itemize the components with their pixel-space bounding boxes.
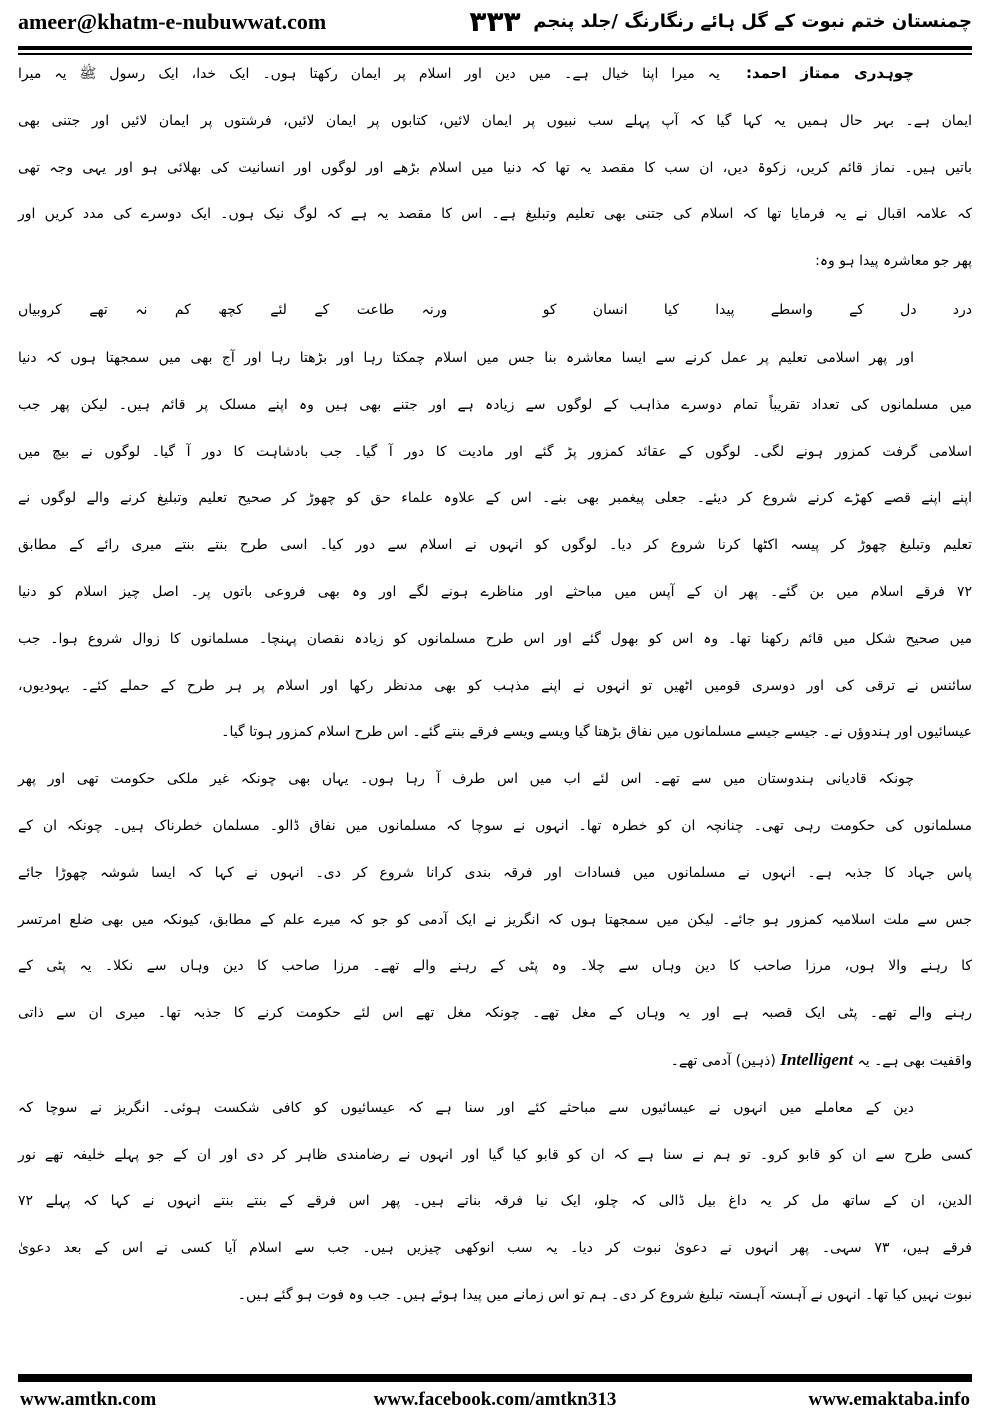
- text-line: الدین، ان کے ساتھ مل کر یہ داغ بیل ڈالی کہ چلو، ایک نیا فرقہ بناتے ہیں۔ پھر اس فرقے کے بنتے بنتے انہوں نے کہا کہ پہلے ۷۲: [18, 1193, 972, 1210]
- poem-second-hemistich: ورنہ طاعت کے لئے کچھ کم نہ تھے کروبیاں: [18, 301, 448, 318]
- text-line: پاس جہاد کا جذبہ ہے۔ انہوں نے مسلمانوں میں فسادات اور فرقہ بندی کرانا شروع کر دی۔ انہوں نے کہا کہ ایسا شوشہ چھوڑا جائے: [18, 864, 972, 881]
- page-body: [18, 50, 972, 1319]
- text-line: اسلامی گرفت کمزور ہونے لگی۔ لوگوں کے عقائد کمزور پڑ گئے اور مادیت کا دور آ گیا۔ جب بادشاہت کا دور آ گیا۔ لوگوں نے بیچ میں: [18, 443, 972, 460]
- text-line: ۷۲ فرقے اسلام میں بن گئے۔ پھر ان کے آپس میں مباحثے اور مناظرے ہونے لگے اور وہ بھی فروعی باتوں پر۔ اصل چیز اسلام کو دنیا: [18, 583, 972, 600]
- text-line: رہنے والے تھے۔ پٹی ایک قصبہ ہے اور یہ وہاں کے مغل تھے۔ چونکہ مغل تھے اس لئے حکومت کرنے کا جذبہ تھا۔ میری ان سے ذاتی: [18, 1005, 972, 1022]
- text-line: کسی طرح سے ان کو قابو کرو۔ تو ہم نے سنا ہے کہ ان کو قابو کیا گیا اور انہوں نے رضامندی ظاہر کر دی اور ان کے جو پہلے خلیفہ تھے نور: [18, 1146, 972, 1163]
- speaker-name: چوہدری ممتاز احمد:: [745, 64, 914, 82]
- text-line: [18, 1037, 972, 1085]
- text-line: [18, 50, 972, 98]
- text-line: پھر جو معاشرہ پیدا ہو وہ:: [815, 253, 972, 270]
- text-line: میں مسلمانوں کی تعداد تقریباً تمام دوسرے مذاہب کے لوگوں سے زیادہ ہے اور جتنے بھی ہیں وہ اپنے مسلک پر قائم ہیں۔ لیکن پھر جب: [18, 396, 972, 413]
- text-line: اور پھر اسلامی تعلیم پر عمل کرنے سے ایسا معاشرہ بنا جس میں اسلام چمکتا رہا اور بڑھتا رہا اور آج بھی میں سمجھتا ہوں کہ دنیا: [18, 349, 914, 366]
- text-line: تعلیم وتبلیغ چھوڑ کر پیسہ اکٹھا کرنا شروع کر دیا۔ لوگوں کو انہوں نے اسلام سے دور کیا۔ اسی طرح بنتے بنتے میری رائے کے مطابق: [18, 537, 972, 554]
- text-line: مسلمانوں کی حکومت رہی تھی۔ چنانچہ ان کو خطرہ تھا۔ انہوں نے سوچا کہ مسلمانوں میں نفاق ڈالو۔ مسلمان خطرناک ہیں۔ چونکہ ان کے: [18, 817, 972, 834]
- footer-link-emaktaba[interactable]: www.emaktaba.info: [808, 1389, 970, 1410]
- text-line: سائنس نے ترقی کی اور دوسری قومیں اٹھیں تو انہوں نے اپنے مذہب کو بھی مدنظر رکھا اور اسلام پر ہر طرح کے حملے کئے۔ یہودیوں،: [18, 677, 972, 694]
- text-line: میں صحیح شکل میں قائم رکھنا تھا۔ وہ اس کو بھول گئے اور اس طرح مسلمانوں کو زیادہ نقصان پہنچا۔ مسلمانوں کا زوال شروع ہوا۔ جب: [18, 630, 972, 647]
- text-line: باتیں ہیں۔ نماز قائم کریں، زکوۃ دیں، ان سب کا مقصد یہ تھا کہ دنیا میں اسلام بڑھے اور لوگوں اور انسانیت کی بھلائی ہو اور یہی وجہ تھی: [18, 159, 972, 176]
- text-line: ایمان ہے۔ بہر حال ہمیں یہ کہا گیا کہ آپ پہلے سب نبیوں پر ایمان لائیں، کتابوں پر ایمان لائیں، فرشتوں پر ایمان لائیں اور جتنی بھی: [18, 112, 972, 129]
- text-line: اپنے اپنے قصے کھڑے کرنے شروع کر دیئے۔ جعلی پیغمبر بھی بنے۔ اس کے علاوہ علماء حق کو چھوڑ کر صحیح تعلیم وتبلیغ کرنے والے لوگوں نے: [18, 490, 972, 507]
- text-line: فرقے ہیں، ۷۳ سہی۔ پھر انہوں نے دعویٰ نبوت کر دیا۔ یہ سب انوکھی چیزیں ہیں۔ جب سے اسلام آیا کسی نے اس کے بعد دعویٰ: [18, 1240, 972, 1257]
- footer-link-facebook[interactable]: www.facebook.com/amtkn313: [373, 1389, 617, 1410]
- book-title: چمنستان ختم نبوت کے گل ہائے رنگارنگ /جلد پنجم: [533, 11, 972, 32]
- line-text: (ذہین) آدمی تھے۔: [670, 1052, 776, 1069]
- text-line: جس سے ملت اسلامیہ کمزور ہو جائے۔ لیکن میں سمجھتا ہوں کہ انگریز نے ایک آدمی کو جو کہ میرے علم کے مطابق، کیونکہ میں بھی ضلع امرتسر: [18, 911, 972, 928]
- line-text: واقفیت بھی ہے۔ یہ: [857, 1052, 972, 1069]
- english-term: Intelligent: [780, 1049, 854, 1069]
- poem-verse: [18, 285, 972, 335]
- poem-first-hemistich: درد دل کے واسطے پیدا کیا انسان کو: [542, 301, 972, 318]
- text-line: کہ علامہ اقبال نے یہ فرمایا تھا کہ اسلام کی جتنی بھی تعلیم وتبلیغ ہے۔ اس کا مقصد یہ ہے کہ لوگ نیک ہوں۔ ایک دوسرے کی مدد کریں اور: [18, 206, 972, 223]
- text-line: عیسائیوں اور ہندوؤں نے۔ جیسے جیسے مسلمانوں میں نفاق بڑھتا گیا ویسے ویسے فرقے بنتے گئے۔ اس طرح اسلام کمزور ہوتا گیا۔: [221, 724, 972, 741]
- page-number: ۳۳۳: [469, 5, 521, 38]
- text-line: چونکہ قادیانی ہندوستان میں سے تھے۔ اس لئے اب میں اس طرف آ رہا ہوں۔ یہاں بھی چونکہ غیر ملکی حکومت تھی اور پھر: [18, 771, 914, 788]
- line-text: یہ میرا اپنا خیال ہے۔ میں دین اور اسلام پر ایمان رکھتا ہوں۔ ایک خدا، ایک رسول ﷺ یہ میرا: [18, 66, 720, 82]
- footer-link-amtkn[interactable]: www.amtkn.com: [20, 1389, 157, 1410]
- text-line: دین کے معاملے میں انہوں نے عیسائیوں سے مباحثے کئے اور سنا ہے کہ عیسائیوں کو کافی شکست ہوئی۔ انگریز نے سوچا کہ: [18, 1099, 914, 1116]
- text-line: کا رہنے والا ہوں، مرزا صاحب کا دین وہاں سے چلا۔ وہ پٹی کے رہنے والے تھے۔ مرزا صاحب کا دین وہاں سے نکلا۔ یہ پٹی کے: [18, 958, 972, 975]
- text-line: نبوت نہیں کیا تھا۔ انہوں نے آہستہ آہستہ تبلیغ شروع کر دی۔ ہم تو اس زمانے میں پیدا ہوئے ہیں۔ جب وہ فوت ہو گئے ہیں۔: [237, 1286, 972, 1303]
- footer-divider: [18, 1374, 972, 1382]
- header-email: ameer@khatm-e-nubuwwat.com: [18, 9, 327, 34]
